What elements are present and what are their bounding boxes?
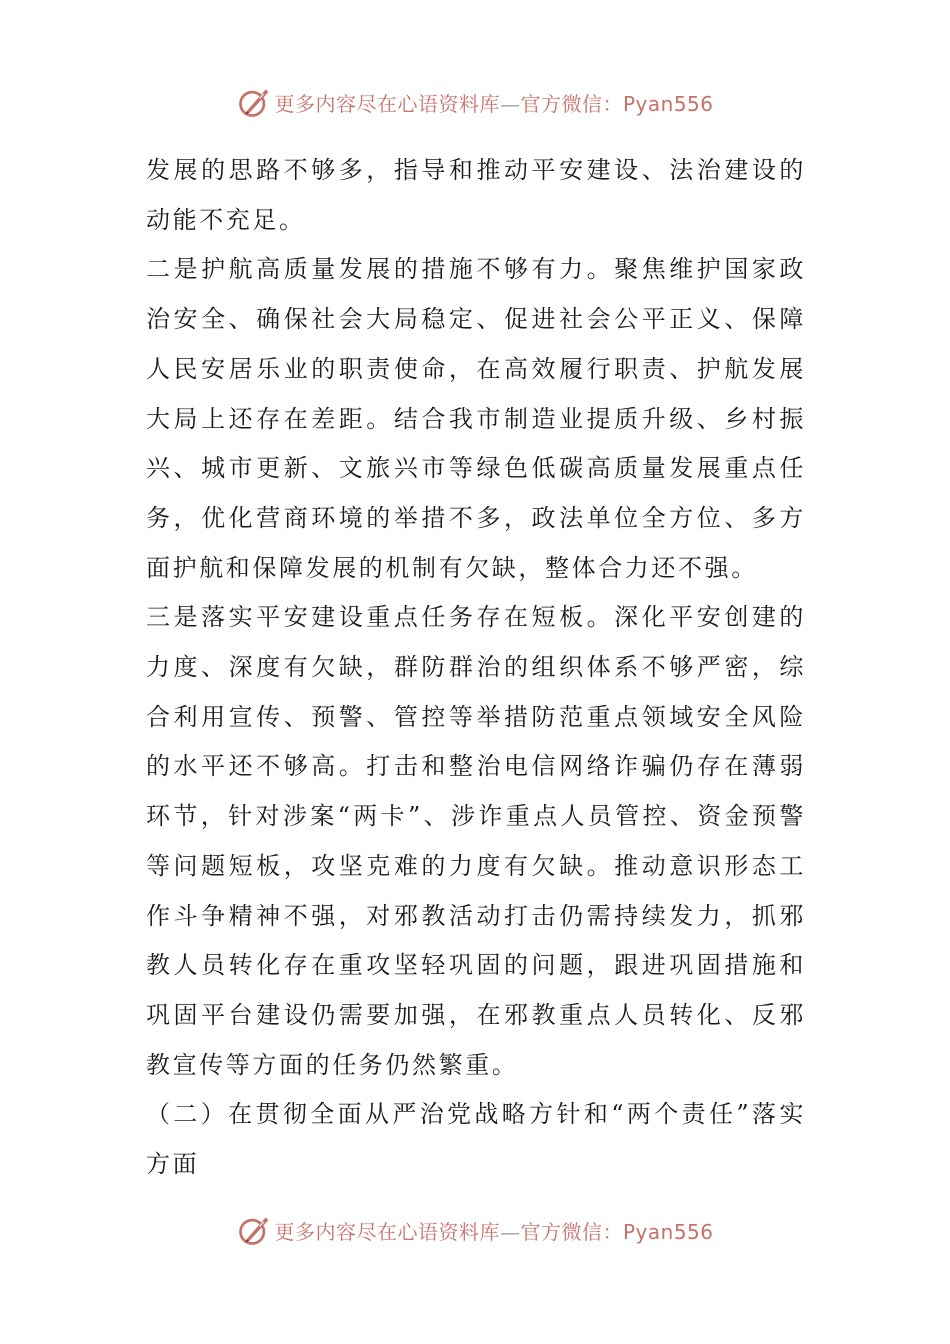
paragraph-1: 发展的思路不够多，指导和推动平安建设、法治建设的动能不充足。 bbox=[146, 156, 806, 234]
watermark-contact-label: 官方微信： bbox=[520, 1219, 623, 1244]
watermark-separator: — bbox=[499, 91, 521, 116]
watermark-header bbox=[0, 82, 950, 122]
watermark-footer bbox=[0, 1210, 950, 1250]
watermark-prefix: 更多内容尽在心语资料库 bbox=[274, 91, 500, 116]
quill-pen-logo-icon bbox=[236, 1212, 272, 1248]
watermark-contact-id: Pyan556 bbox=[622, 1219, 714, 1244]
watermark-contact-label: 官方微信： bbox=[520, 91, 623, 116]
paragraph-3: 三是落实平安建设重点任务存在短板。深化平安创建的力度、深度有欠缺，群防群治的组织体系不够严密，综合利用宣传、预警、管控等举措防范重点领域安全风险的水平还不够高。打击和整治电信网络诈骗仍存在薄弱环节，针对涉案“两卡”、涉诈重点人员管控、资金预警等问题短板，攻坚克难的力度有欠缺。推动意识形态工作斗争精神不强，对邪教活动打击仍需持续发力，抓邪教人员转化存在重攻坚轻巩固的问题，跟进巩固措施和巩固平台建设仍需要加强，在邪教重点人员转化、反邪教宣传等方面的任务仍然繁重。 bbox=[146, 603, 806, 1079]
watermark-text bbox=[274, 88, 713, 117]
watermark-prefix: 更多内容尽在心语资料库 bbox=[274, 1219, 500, 1244]
section-heading: （二）在贯彻全面从严治党战略方针和“两个责任”落实方面 bbox=[146, 1100, 806, 1179]
watermark-contact-id: Pyan556 bbox=[622, 91, 714, 116]
paragraph-2: 二是护航高质量发展的措施不够有力。聚焦维护国家政治安全、确保社会大局稳定、促进社会公平正义、保障人民安居乐业的职责使命，在高效履行职责、护航发展大局上还存在差距。结合我市制造业提质升级、乡村振兴、城市更新、文旅兴市等绿色低碳高质量发展重点任务，优化营商环境的举措不多，政法单位全方位、多方面护航和保障发展的机制有欠缺，整体合力还不强。 bbox=[146, 255, 806, 582]
quill-pen-logo-icon bbox=[236, 84, 272, 120]
watermark-separator: — bbox=[499, 1219, 521, 1244]
document-body bbox=[146, 146, 806, 1190]
watermark-text bbox=[274, 1216, 713, 1245]
